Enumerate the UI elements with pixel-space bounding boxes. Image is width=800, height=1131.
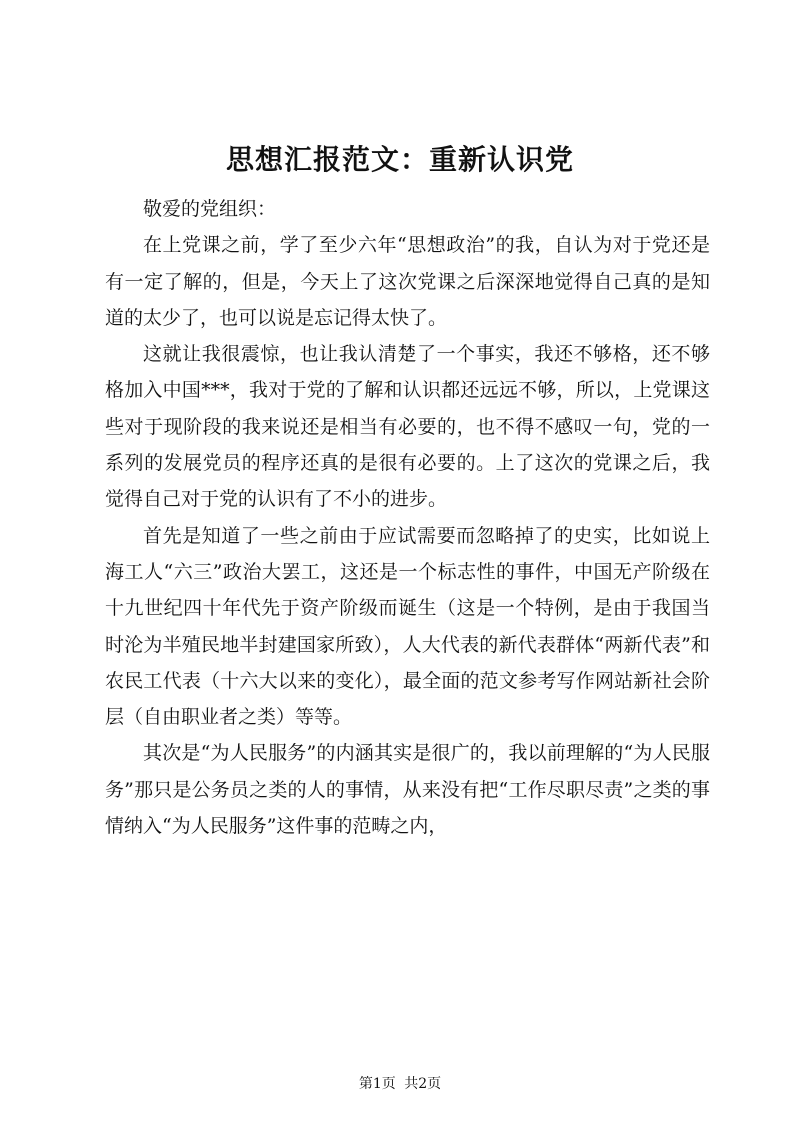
salutation: 敬爱的党组织：: [143, 198, 277, 220]
paragraph: 这就让我很震惊，也让我认清楚了一个事实，我还不够格，还不够格加入中国***，我对于党的了解和认识都还远远不够，所以，上党课这些对于现阶段的我来说还是相当有必要的，也不得不感叹一句，党的一系列的发展党员的程序还真的是很有必要的。上了这次的党课之后，我觉得自己对于党的认识有了不小的进步。: [105, 343, 710, 511]
page-total: 共2页: [404, 1076, 442, 1092]
document-title: 思想汇报范文：重新认识党: [225, 143, 574, 176]
page-number: 第1页: [358, 1076, 396, 1092]
paragraph: 在上党课之前，学了至少六年“思想政治”的我，自认为对于党还是有一定了解的，但是，今天上了这次党课之后深深地觉得自己真的是知道的太少了，也可以说是忘记得太快了。: [105, 234, 710, 329]
page-footer: [0, 1074, 800, 1094]
paragraph: 首先是知道了一些之前由于应试需要而忽略掉了的史实，比如说上海工人“六三”政治大罢工，这还是一个标志性的事件，中国无产阶级在十九世纪四十年代先于资产阶级而诞生（这是一个特例，是由于我国当时沦为半殖民地半封建国家所致），人大代表的新代表群体“两新代表”和农民工代表（十六大以来的变化），最全面的范文参考写作网站新社会阶层（自由职业者之类）等等。: [105, 524, 710, 729]
document-body: [105, 191, 710, 844]
paragraph: 其次是“为人民服务”的内涵其实是很广的，我以前理解的“为人民服务”那只是公务员之类的人的事情，从来没有把“工作尽职尽责”之类的事情纳入“为人民服务”这件事的范畴之内，: [105, 742, 710, 838]
